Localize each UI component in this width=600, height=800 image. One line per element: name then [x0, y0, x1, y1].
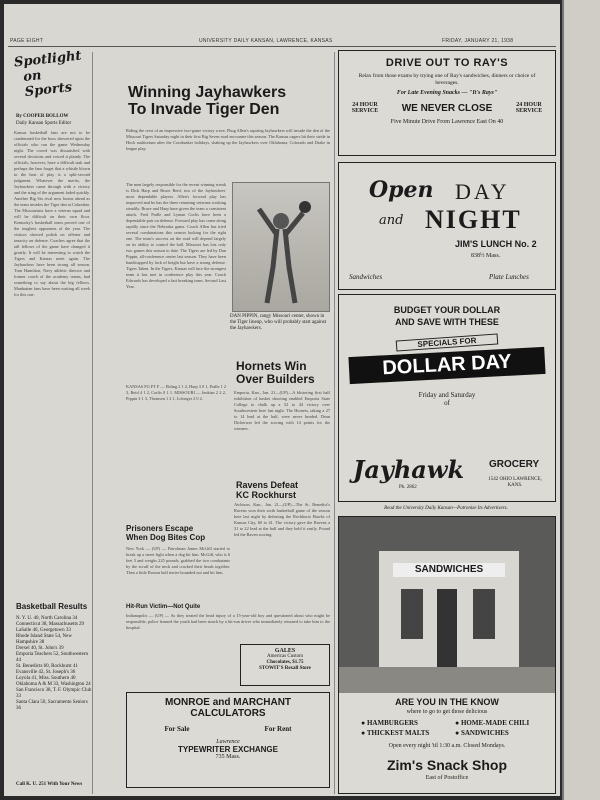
jims-ad: [338, 162, 556, 290]
jayhawk-of: of: [444, 399, 450, 407]
rays-ad: [338, 50, 556, 156]
zims-door: [437, 589, 457, 671]
jims-day: DAY: [455, 179, 510, 204]
column-rule-1: [92, 52, 93, 794]
zims-window: [401, 589, 423, 639]
jims-name: JIM'S LUNCH No. 2: [455, 239, 537, 249]
prisoners-story: New York — (UP) — Patrolman James McGill started to break up a street fight when a dog bit him. McGill, who is 6 feet 3 and weighs 225 pounds, grabbed the two combatants by the scruff of the neck and cracked their heads together. Then a little Boston bull terrier bounded out and bit him.: [126, 546, 230, 575]
monroe-title-2: CALCULATORS: [190, 708, 266, 719]
zims-title: ARE YOU IN THE KNOW: [395, 697, 499, 707]
jims-address: 838½ Mass.: [471, 253, 501, 259]
result-item: Loyola 41, Miss. Southern 40: [16, 676, 76, 681]
zims-window: [473, 589, 495, 639]
jayhawk-budget-2: AND SAVE WITH THESE: [395, 317, 499, 327]
rays-footer: Five Minute Drive From Lawrence East On 40: [390, 119, 504, 125]
hornets-story: Emporia, Kan., Jan. 21—(UP)—A blistering first half exhibition of basket shooting enabled Emporia State College to chalk up a 52 to 44 victory over Southwestern here last night. The Hornets, taking a 27 to 14 lead at the half, were never headed. Dean Dickerson led the scoring with 14 points for the winners.: [234, 390, 330, 431]
jayhawk-grocery: GROCERY: [489, 459, 540, 470]
page-date: FRIDAY, JANUARY 21, 1938: [442, 38, 514, 44]
monroe-ad: [126, 692, 330, 788]
result-item: San Francisco 38, T. F. Olympic Club 33: [16, 688, 92, 699]
jims-and: and: [379, 213, 404, 228]
patronize-line: Read the University Daily Kansan—Patronize Its Advertisers.: [384, 506, 508, 511]
zims-item1: ● HAMBURGERS: [361, 719, 418, 727]
zims-sub: where to go to get those delicious: [406, 709, 488, 715]
zims-loc: East of Postoffice: [425, 775, 469, 781]
hitrun-story: Indianapolis — (UP) — As they treated the head injury of a 15-year-old boy and questioned about who might be responsible, police learned the youth had been struck by a hit-run driver who immediately returned to take him to the hospital.: [126, 613, 330, 630]
monroe-company: TYPEWRITER EXCHANGE: [177, 745, 278, 754]
zims-item3: ● THICKEST MALTS: [361, 729, 430, 737]
jayhawk-budget-1: BUDGET YOUR DOLLAR: [393, 305, 501, 315]
player-photo: [232, 182, 330, 312]
jims-right: Plate Lunches: [489, 273, 529, 281]
zims-ad: [338, 516, 556, 794]
jims-left: Sandwiches: [349, 273, 383, 281]
ravens-headline-2: KC Rockhurst: [236, 490, 297, 500]
spotlight-title-1: Spotlight: [13, 48, 83, 71]
spotlight-column-text: Kansas basketball fans are not to be condemned for the boos showered upon the officials who ran the game Wednesday night. The crowd was dissatisfied with several decisions and voiced it plainly. The officials, however, have a difficult task and perhaps the fans forget that a whistle blown in the heat of play is a split-second judgment. Whatever the merits, the Jayhawkers came through with a victory and the sting of the argument faded quickly. Another Big Six rival now looms ahead as the team invades the Tiger den at Columbia. The Missourians have a veteran squad and will be difficult on their own floor. Kentucky's basketball team proved one of the toughest opponents of the year. The visitors showed polish on offense and tenacity on defense. Coaches agree that the tall fellows of the game have changed it greatly. It will be interesting to watch the Tigers and Kansas meet again. The Jayhawkers have been strong all season. Turn Hamilton, Navy athletic director and former coach of the academy teams, had something to say about the big fellows. Manhattan fans have been waiting all week for this one.: [14, 130, 90, 297]
monroe-address: 735 Mass.: [215, 754, 241, 760]
ravens-story: Atchison, Kan., Jan. 21—(UP)—The St. Benedict's Ravens won their sixth basketball game of the season here last night by defeating the Rockhurst Hawks of Kansas City, 60 to 41. The victory gave the Ravens a 31 to 22 lead at the half and they held it easily. Pound led the Raven scoring.: [234, 502, 330, 537]
gales-line2: Chocolates, $1.75: [266, 660, 304, 665]
gales-title: GALES: [274, 648, 296, 654]
jayhawk-phone: Ph. 2862: [399, 485, 417, 490]
result-item: Emporia Teachers 52, Southwestern 44: [16, 652, 89, 663]
gales-line3: STOWIT'S Rexall Store: [259, 666, 311, 671]
header-rule: [8, 46, 556, 47]
hornets-headline-1: Hornets Win: [236, 359, 307, 373]
zims-item1-label: HAMBURGERS: [366, 719, 418, 727]
rays-line1: Relax from those exams by trying one of Ray's sandwiches, dinners or choice of beverages.: [358, 73, 536, 86]
basketball-results-list: [16, 616, 92, 712]
result-item: LaSalle 46, Georgetown 33: [16, 628, 71, 633]
zims-item2: ● HOME-MADE CHILI: [455, 719, 530, 727]
hitrun-headline: Hit-Run Victim—Not Quite: [126, 604, 201, 610]
jayhawk-specials: SPECIALS FOR: [396, 333, 499, 351]
main-headline-line1: Winning Jayhawkers: [128, 84, 287, 101]
jayhawk-ad: [338, 294, 556, 502]
monroe-sale: For Sale: [164, 725, 190, 733]
rays-center: WE NEVER CLOSE: [401, 102, 493, 114]
paper-title: UNIVERSITY DAILY KANSAN, LAWRENCE, KANSAS: [199, 38, 333, 44]
result-item: N. Y. U. 40, North Carolina 34: [16, 616, 78, 621]
gales-ad: [240, 644, 330, 686]
monroe-title-1: MONROE and MARCHANT: [164, 697, 292, 708]
spotlight-byline: By COOPER BOLLOW: [16, 114, 69, 119]
spotlight-byline-sub: Daily Kansan Sports Editor: [16, 121, 72, 126]
zims-hours: Open every night 'til 1:30 a.m. Closed Mondays.: [388, 743, 506, 749]
monroe-rent: For Rent: [264, 725, 292, 733]
photo-caption: DAN PIPPIN, rangy Missouri center, shown in the Tiger lineup, who will probably start against the Jayhawkers.: [230, 314, 327, 331]
jims-night: NIGHT: [425, 205, 522, 234]
main-story-lead: Riding the crest of an impressive two-game victory wave, Phog Allen's aspiring Jayhawkers will invade the den of the Missouri Tigers Saturday night in their first Big Seven road encounter this season. The Kansas cagers hit their stride in Hoch auditorium after the Cornhusker holidays, shaking up the Jayhawkers over Oklahoma, Colorado and Drake in league play.: [126, 128, 330, 151]
jayhawk-store: Jayhawk: [353, 455, 465, 484]
zims-ground: [339, 667, 555, 693]
basketball-results-title: Basketball Results: [16, 602, 88, 611]
ravens-headline-1: Ravens Defeat: [236, 480, 299, 490]
gales-line1: Americas Custom: [267, 654, 303, 659]
column-rule-2: [334, 52, 335, 794]
result-item: Connecticut 38, Massachusetts 29: [16, 622, 85, 627]
page-number: PAGE EIGHT: [10, 38, 44, 44]
zims-sign: SANDWICHES: [393, 563, 505, 577]
zims-item4-label: SANDWICHES: [460, 729, 509, 737]
rays-left: 24 HOUR SERVICE: [351, 102, 379, 114]
rays-title: DRIVE OUT TO RAY'S: [385, 57, 509, 69]
spotlight-title-2: on Sports: [22, 68, 73, 100]
hornets-headline: [236, 360, 315, 386]
box-score: KANSAS FG FT F — Ebling 2 1 2, Harp 3 0 1, Pralle 1 2 3, Reid 4 1 2, Corlis 0 1 1. MISSOURI — Jenkins 2 2 2, Pippin 3 1 3, Thomsen 1 2 1, Lobsiger 2 0 2.: [126, 384, 226, 401]
hornets-headline-2: Over Builders: [236, 372, 315, 386]
news-phone-footer: Call K. U. 251 With Your News: [16, 782, 83, 787]
jayhawk-address: 1542 OHIO LAWRENCE, KANS.: [488, 477, 542, 488]
zims-item2-label: HOME-MADE CHILI: [460, 719, 530, 727]
jims-open: Open: [369, 177, 434, 203]
prisoners-headline-2: When Dog Bites Cop: [126, 533, 206, 542]
result-item: Santa Clara 50, Sacramento Seniors 36: [16, 700, 88, 711]
main-headline-line2: To Invade Tiger Den: [128, 101, 280, 118]
adjacent-page-edge: [562, 0, 600, 800]
monroe-city: Lawrence: [216, 739, 240, 745]
result-item: Rhode Island State 54, New Hampshire 38: [16, 634, 72, 645]
player-figure-icon: [233, 183, 329, 311]
rays-right: 24 HOUR SERVICE: [515, 102, 543, 114]
newspaper-page: [4, 4, 560, 796]
prisoners-headline-1: Prisoners Escape: [126, 524, 194, 533]
jayhawk-friday: Friday and Saturday: [418, 391, 476, 399]
result-item: Drexel 40, St. John's 39: [16, 646, 64, 651]
rays-line2: For Late Evening Snacks — "It's Rays": [396, 90, 498, 96]
result-item: Oklahoma A & M 33, Washington 24: [16, 682, 91, 687]
prisoners-headline: [126, 524, 205, 542]
result-item: St. Benedicts 60, Rockhurst 41: [16, 664, 78, 669]
result-item: Evansville 42, St. Joseph's 36: [16, 670, 76, 675]
spotlight-logo: [13, 48, 83, 108]
jayhawk-dollar-day: DOLLAR DAY: [348, 347, 545, 384]
main-headline: [128, 84, 286, 118]
zims-item3-label: THICKEST MALTS: [366, 729, 430, 737]
zims-photo: [339, 517, 555, 693]
zims-name: Zim's Snack Shop: [386, 757, 508, 773]
zims-item4: ● SANDWICHES: [455, 729, 509, 737]
main-story-col-a: The men largely responsible for the recent winning streak is Dick Harp and Bruce Reid, two of the Jayhawkers' most dependable players. Allen's forward play has improved and he has the three returning veterans working steadily. Bruce and Harp have given the team a consistent attack. Fred Pralle and Lyman Corlis have been a dependable pair on defense. Forward play has come along rapidly since the Nebraska game. Coach Allen has tried several combinations this season looking for the right one. The team's success on the road will depend largely on its ability to control the ball. Missouri has lost only two games this season to date. The Tigers are led by Dan Pippin, all-conference center last season. They have been handicapped by lack of height but have a strong defense. Tigers Taken. In the Tigers, Kansas will face the strongest team it has met in conference play this year. Coach Edwards has developed a fast breaking team. Second Last Year.: [126, 182, 226, 289]
ravens-headline: [236, 480, 298, 500]
